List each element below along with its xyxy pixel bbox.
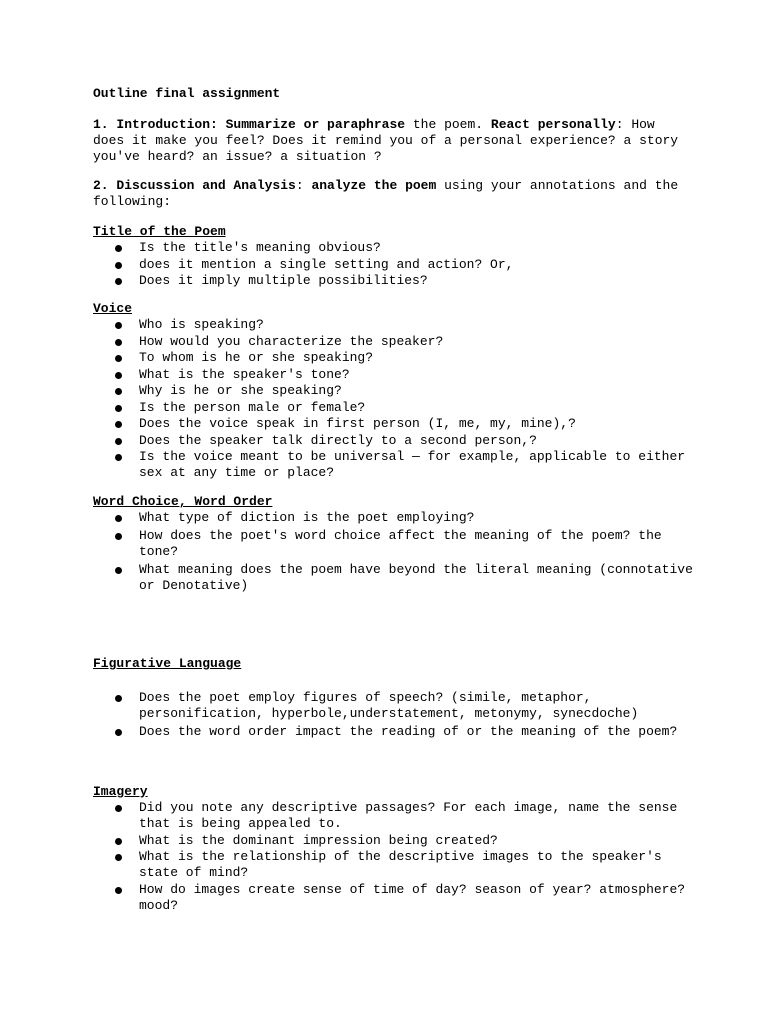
bullet-icon: [115, 805, 122, 812]
list-item: How do images create sense of time of day? season of year? atmosphere? mood?: [93, 882, 693, 914]
section-title-of-poem: [93, 224, 693, 290]
section-heading: Voice: [93, 301, 133, 316]
bullet-list: [93, 510, 693, 594]
bullet-icon: [115, 729, 122, 736]
discussion-text-1: :: [295, 178, 312, 193]
intro-paragraph: [93, 117, 693, 165]
section-imagery: [93, 784, 693, 914]
list-item: Does the poet employ figures of speech? (simile, metaphor, personification, hyperbole,understatement, metonymy, synecdoche): [93, 690, 693, 722]
bullet-icon: [115, 322, 122, 329]
list-item: Is the voice meant to be universal — for example, applicable to either sex at any time or place?: [93, 449, 693, 481]
section-heading: Imagery: [93, 784, 148, 799]
discussion-text-2: using your annotations and the following:: [93, 178, 679, 209]
bullet-icon: [115, 388, 122, 395]
list-item: What is the dominant impression being created?: [93, 833, 693, 849]
section-heading: Title of the Poem: [93, 224, 226, 239]
list-item: Does the word order impact the reading of or the meaning of the poem?: [93, 724, 693, 740]
list-item: Does it imply multiple possibilities?: [93, 273, 693, 289]
list-item: What is the speaker's tone?: [93, 367, 693, 383]
bullet-list: [93, 240, 693, 289]
list-item: What type of diction is the poet employing?: [93, 510, 693, 526]
list-item: How would you characterize the speaker?: [93, 334, 693, 350]
bullet-icon: [115, 278, 122, 285]
bullet-list: [93, 317, 693, 481]
section-figurative-language: [93, 656, 693, 742]
bullet-icon: [115, 533, 122, 540]
list-item: How does the poet's word choice affect the meaning of the poem? the tone?: [93, 528, 693, 560]
list-item: does it mention a single setting and action? Or,: [93, 257, 693, 273]
section-heading: Word Choice, Word Order: [93, 494, 273, 509]
list-item: Is the person male or female?: [93, 400, 693, 416]
bullet-icon: [115, 438, 122, 445]
section-heading: Figurative Language: [93, 656, 242, 671]
bullet-icon: [115, 454, 122, 461]
bullet-icon: [115, 695, 122, 702]
intro-text-2: : How does it make you feel? Does it remind you of a personal experience? a story you've heard? an issue? a situation ?: [93, 117, 679, 164]
document-title: Outline final assignment: [93, 86, 281, 101]
bullet-icon: [115, 245, 122, 252]
section-word-choice: [93, 494, 693, 596]
list-item: Is the title's meaning obvious?: [93, 240, 693, 256]
discussion-heading: 2. Discussion and Analysis: [93, 178, 296, 193]
intro-number: 1.: [93, 117, 117, 132]
list-item: What is the relationship of the descriptive images to the speaker's state of mind?: [93, 849, 693, 881]
list-item: What meaning does the poem have beyond the literal meaning (connotative or Denotative): [93, 562, 693, 594]
discussion-paragraph: [93, 178, 693, 210]
bullet-icon: [115, 355, 122, 362]
bullet-icon: [115, 887, 122, 894]
bullet-icon: [115, 339, 122, 346]
bullet-icon: [115, 515, 122, 522]
list-item: Why is he or she speaking?: [93, 383, 693, 399]
list-item: Did you note any descriptive passages? For each image, name the sense that is being appealed to.: [93, 800, 693, 832]
list-item: Does the speaker talk directly to a second person,?: [93, 433, 693, 449]
bullet-icon: [115, 854, 122, 861]
bullet-icon: [115, 567, 122, 574]
bullet-icon: [115, 262, 122, 269]
analyze-heading: analyze the poem: [311, 178, 437, 193]
intro-text-1: the poem.: [405, 117, 491, 132]
list-item: Who is speaking?: [93, 317, 693, 333]
list-item: Does the voice speak in first person (I, me, my, mine),?: [93, 416, 693, 432]
bullet-icon: [115, 421, 122, 428]
bullet-icon: [115, 838, 122, 845]
intro-heading: Introduction: Summarize or paraphrase: [116, 117, 406, 132]
bullet-list: [93, 800, 693, 914]
bullet-icon: [115, 405, 122, 412]
bullet-list: [93, 690, 693, 740]
bullet-icon: [115, 372, 122, 379]
react-heading: React personally: [490, 117, 616, 132]
list-item: To whom is he or she speaking?: [93, 350, 693, 366]
section-voice: [93, 301, 693, 482]
